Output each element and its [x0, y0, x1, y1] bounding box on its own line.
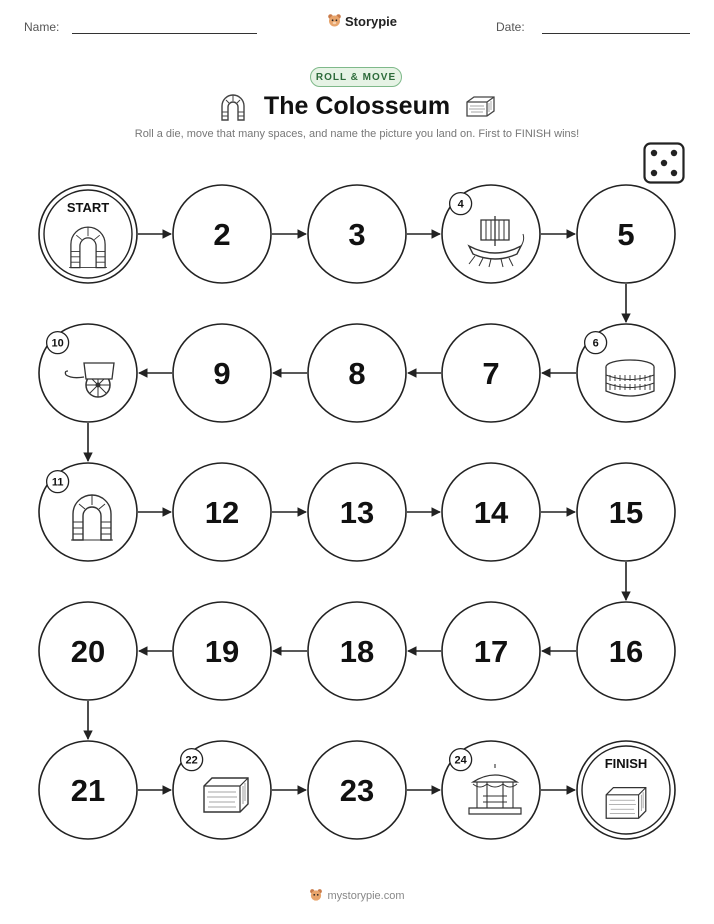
- roll-and-move-badge: ROLL & MOVE: [310, 67, 402, 87]
- board-space: [39, 463, 137, 561]
- space-number: 16: [608, 634, 644, 669]
- board-space: [577, 602, 675, 700]
- space-number: 14: [473, 495, 509, 530]
- date-label: Date:: [496, 20, 525, 34]
- space-number: 13: [339, 495, 375, 530]
- space-number: 7: [482, 356, 500, 391]
- board-space: [173, 324, 271, 422]
- board-space: [442, 324, 540, 422]
- board-space: [442, 463, 540, 561]
- space-number: 8: [348, 356, 366, 391]
- board-space: [173, 602, 271, 700]
- start-label: START: [66, 200, 110, 215]
- footer: [0, 888, 714, 903]
- space-number: 18: [339, 634, 375, 669]
- space-number: 19: [204, 634, 240, 669]
- stone-block-icon: [606, 788, 646, 819]
- board-space: [577, 185, 675, 283]
- page-title: The Colosseum: [263, 92, 451, 120]
- name-label: Name:: [24, 20, 60, 34]
- board-space: [39, 324, 137, 422]
- space-number: 9: [213, 356, 231, 391]
- space-number: 20: [70, 634, 106, 669]
- space-number: 17: [473, 634, 509, 669]
- space-number-badge: 24: [454, 754, 467, 767]
- space-number-badge: 10: [51, 337, 64, 350]
- board-space: [577, 324, 675, 422]
- space-number-badge: 11: [51, 476, 64, 489]
- board-space: [308, 463, 406, 561]
- board-space: [577, 463, 675, 561]
- board-space: [308, 185, 406, 283]
- space-number-badge: 4: [457, 198, 464, 211]
- space-number: 23: [339, 773, 375, 808]
- bear-mascot-icon: [309, 888, 323, 903]
- space-number-badge: 22: [185, 754, 198, 767]
- board-space: [442, 741, 540, 839]
- board-space: [39, 602, 137, 700]
- space-number-badge: 6: [592, 337, 599, 350]
- finish-space: [577, 741, 675, 839]
- board-space: [173, 185, 271, 283]
- space-number: 5: [617, 217, 635, 252]
- brand-name: Storypie: [345, 13, 398, 29]
- space-number: 21: [70, 773, 106, 808]
- board-space: [173, 741, 271, 839]
- space-number: 3: [348, 217, 366, 252]
- board-space: [442, 185, 540, 283]
- instructions: Roll a die, move that many spaces, and name the picture you land on. First to FINISH wins!: [134, 128, 580, 140]
- board-space: [39, 741, 137, 839]
- space-number: 15: [608, 495, 644, 530]
- board-space: [173, 463, 271, 561]
- board-space: [308, 324, 406, 422]
- space-number: 2: [213, 217, 231, 252]
- start-space: [39, 185, 137, 283]
- stone-block-icon: [204, 778, 248, 812]
- colosseum-icon: [606, 360, 654, 396]
- board-space: [442, 602, 540, 700]
- space-number: 12: [204, 495, 240, 530]
- footer-url[interactable]: mystorypie.com: [327, 889, 405, 902]
- board-space: [308, 602, 406, 700]
- board-space: [308, 741, 406, 839]
- finish-label: FINISH: [604, 756, 648, 771]
